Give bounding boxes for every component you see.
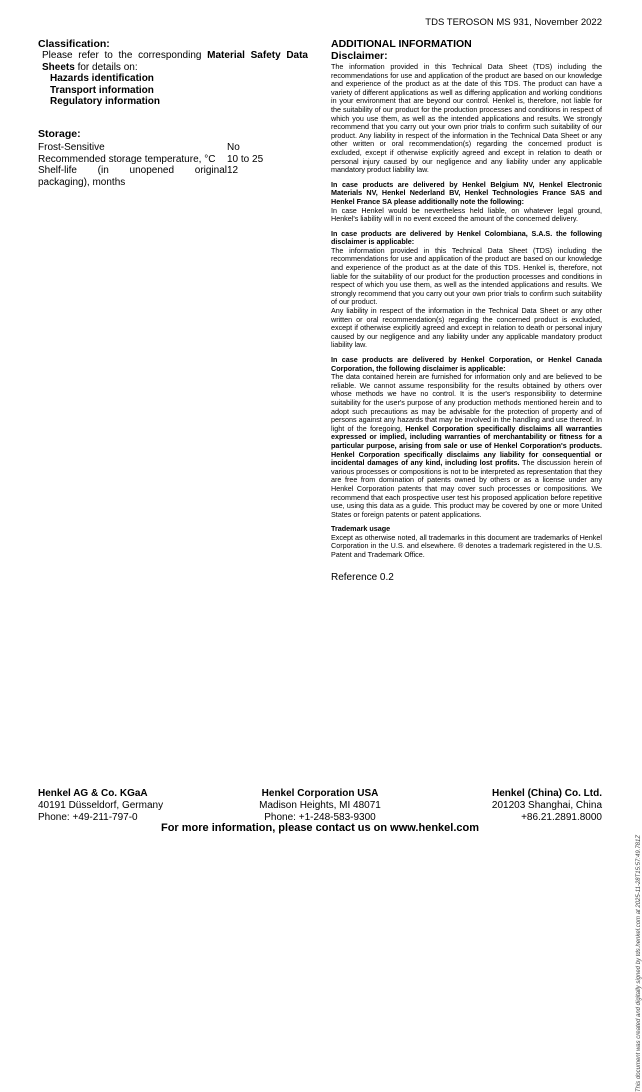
footer-address: Madison Heights, MI 48071	[259, 800, 381, 811]
reference: Reference 0.2	[331, 571, 394, 583]
footer-china	[492, 788, 602, 824]
usa-text-1: The data contained herein are furnished for information only and are believed to be reliable. We cannot assume responsibility for the results obtained by others over whose methods we have no control. It is the user's responsibility to determine suitability for the user's purpose of any production methods mentioned herein and to adopt such precautions as may be advisable for the protection of property and of persons against any hazards that may be involved in the handling and use thereof. In light of the foregoing,	[331, 372, 602, 433]
footer-address: 201203 Shanghai, China	[491, 800, 602, 811]
classification-text-pre: Please refer to the corresponding	[42, 50, 208, 61]
footer-phone: Phone: +1-248-583-9300	[264, 812, 376, 823]
digital-signature-note: This document was created and digitally signed by tds.henkel.com at 2025-11-28T15:57:49.781Z	[636, 835, 642, 1092]
colombia-text: The information provided in this Technical Data Sheet (TDS) including the recommendations for use and application of the product are based on our knowledge and experience of the product as at the date of this TDS. Henkel is, therefore, not liable for the suitability of our product for the production processes and conditions in respect of which you use them, as well as the intended applications and results. We strongly recommend that you carry out your own prior trials to confirm such suitability of our product.	[331, 245, 602, 307]
storage-row	[38, 142, 308, 154]
left-column	[38, 38, 308, 188]
disclaimer-title: Disclaimer:	[331, 50, 388, 62]
footer-company-name: Henkel Corporation USA	[261, 788, 379, 799]
storage-key: Frost-Sensitive	[38, 141, 105, 153]
storage-value: No	[227, 141, 240, 153]
classification-item: Hazards identification	[50, 73, 154, 85]
classification-text	[38, 50, 308, 73]
storage-title: Storage:	[38, 127, 81, 140]
footer-phone: Phone: +49-211-797-0	[38, 812, 138, 823]
disclaimer-text: The information provided in this Technical Data Sheet (TDS) including the recommendations for use and application of the product are based on our knowledge and experience of the product as at the date of this TDS. The product can have a variety of different applications as well as differing application and working conditions in your environment that are beyond our control. Henkel is, therefore, not liable for the suitability of our product for the production processes and conditions in respect of which you use them, as well as the intended applications and results. We strongly recommend that you carry out your own prior trials to confirm such suitability of our product. Any liability in respect of the information in the Technical Data Sheet or any other written or oral recommendation(s) regarding the concerned product is excluded, except if otherwise explicitly agreed and except in relation to death or personal injury caused by our negligence and any liability under any applicable mandatory product liability law.	[331, 62, 602, 175]
storage-value: 12	[227, 165, 239, 177]
storage-row	[38, 154, 308, 166]
additional-info-title: ADDITIONAL INFORMATION	[331, 38, 472, 50]
colombia-title: In case products are delivered by Henkel Colombiana, S.A.S. the following disclaimer is applicable:	[331, 228, 602, 247]
msds-reference: Material Safety Data Sheets	[42, 50, 308, 73]
classification-title: Classification:	[38, 38, 110, 50]
footer-contact-link[interactable]: For more information, please contact us on www.henkel.com	[160, 822, 480, 834]
usa-text-bold: Henkel Corporation specifically disclaims all warranties expressed or implied, including warranties of merchantability or fitness for a particular purpose, arising from sale or use of Henkel Corporation's products. Henkel Corporation specifically disclaims any liability for consequential or incidental damages of any kind, including lost profits.	[331, 423, 602, 468]
belgium-text: In case Henkel would be nevertheless held liable, on whatever legal ground, Henkel's liability will in no event exceed the amount of the concerned delivery.	[331, 205, 602, 224]
footer-phone: +86.21.2891.8000	[521, 812, 602, 823]
colombia-text-2: Any liability in respect of the information in the Technical Data Sheet or any other written or oral recommendation(s) regarding the concerned product is excluded, except if otherwise explicitly agreed and except in relation to death or personal injury caused by our negligence and any liability under any applicable mandatory product liability law.	[331, 306, 602, 350]
storage-value: 10 to 25	[227, 153, 264, 165]
storage-row	[38, 165, 308, 188]
footer-company-name: Henkel AG & Co. KGaA	[38, 788, 148, 799]
usa-text	[331, 373, 602, 519]
usa-text-2: The discussion herein of various processes or compositions is not to be interpreted as representation that they are free from domination of patents owned by others or as a license under any Henkel Corporation patents that may cover such processes or compositions. We recommend that each prospective user test his proposed application before repetitive use, using this data as a guide. This product may be covered by one or more United States or foreign patents or patent applications.	[331, 458, 603, 519]
trademark-title: Trademark usage	[331, 524, 391, 534]
classification-item: Transport information	[50, 84, 154, 96]
classification-item: Regulatory information	[50, 96, 161, 108]
document-reference: TDS TEROSON MS 931, November 2022	[425, 17, 602, 28]
footer-company-name: Henkel (China) Co. Ltd.	[492, 788, 602, 799]
usa-title: In case products are delivered by Henkel Corporation, or Henkel Canada Corporation, the following disclaimer is applicable:	[331, 355, 602, 373]
trademark-text: Except as otherwise noted, all trademarks in this document are trademarks of Henkel Corporation in the U.S. and elsewhere. ® denotes a trademark registered in the U.S. Patent and Trademark Office.	[331, 532, 602, 560]
right-column	[331, 38, 602, 583]
storage-section	[38, 128, 308, 188]
footer-address: 40191 Düsseldorf, Germany	[38, 800, 164, 811]
storage-key: Shelf-life (in unopened original packaging), months	[38, 165, 227, 188]
classification-text-post: for details on:	[74, 61, 138, 73]
belgium-title: In case products are delivered by Henkel Belgium NV, Henkel Electronic Materials NV, Henkel Nederland BV, Henkel Technologies France SAS and Henkel France SA please additionally note the following:	[331, 179, 602, 206]
storage-key: Recommended storage temperature, °C	[38, 153, 216, 165]
